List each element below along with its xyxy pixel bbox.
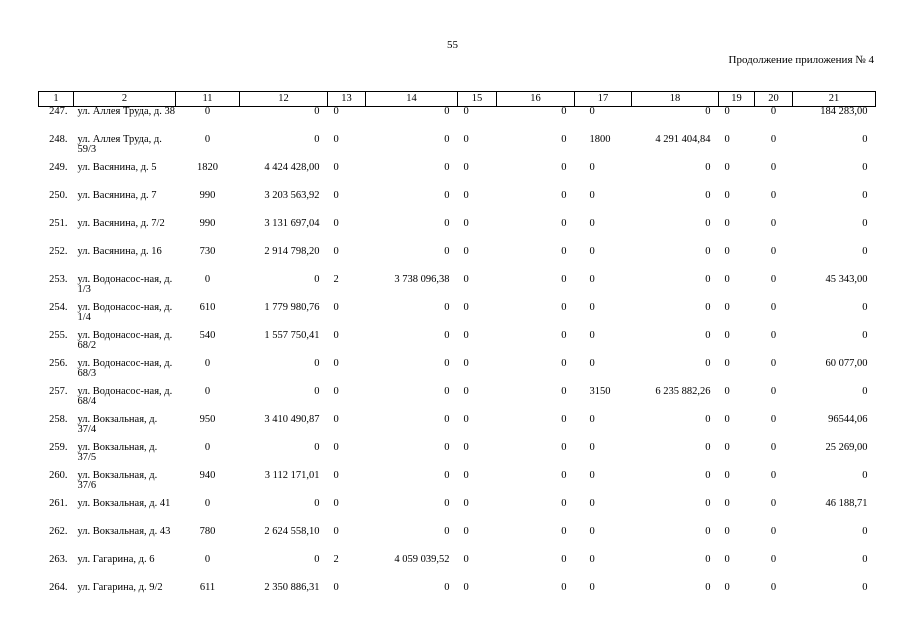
table-row (39, 387, 876, 415)
appendix-continuation-label: Продолжение приложения № 4 (728, 54, 874, 66)
cell-col-16: 0 (561, 582, 567, 593)
cell-col-16: 0 (561, 106, 567, 117)
cell-col-19: 0 (724, 218, 730, 229)
cell-col-14: 3 738 096,38 (394, 274, 450, 285)
cell-col-21: 0 (862, 162, 868, 173)
column-header-11: 11 (176, 92, 240, 107)
cell-col-17: 0 (589, 330, 595, 341)
cell-col-13: 2 (333, 554, 339, 565)
cell-col-21: 0 (862, 246, 868, 257)
cell-col-18: 0 (705, 190, 711, 201)
cell-col-19: 0 (724, 302, 730, 313)
cell-col-11: 540 (199, 330, 216, 341)
cell-col-20: 0 (770, 330, 777, 341)
cell-col-21: 184 283,00 (820, 106, 868, 117)
cell-col-17: 0 (589, 302, 595, 313)
cell-col-17: 0 (589, 106, 595, 117)
cell-col-12: 0 (314, 442, 320, 453)
cell-col-18: 0 (705, 274, 711, 285)
column-header-15: 15 (458, 92, 497, 107)
cell-col-17: 0 (589, 582, 595, 593)
cell-col-16: 0 (561, 274, 567, 285)
cell-col-20: 0 (770, 414, 777, 425)
cell-col-21: 96544,06 (828, 414, 868, 425)
cell-col-14: 0 (444, 162, 450, 173)
cell-address: ул. Вокзальная, д. 37/5 (77, 442, 158, 463)
cell-address: ул. Васянина, д. 7/2 (77, 218, 165, 229)
cell-row-number: 258. (49, 414, 68, 425)
table-row (39, 527, 876, 555)
cell-address: ул. Водонасос-ная, д. 1/3 (77, 274, 173, 295)
cell-col-20: 0 (770, 302, 777, 313)
cell-col-20: 0 (770, 582, 777, 593)
table-row (39, 443, 876, 471)
cell-col-18: 4 291 404,84 (655, 134, 711, 145)
cell-col-17: 1800 (589, 134, 611, 145)
cell-col-15: 0 (463, 358, 469, 369)
cell-col-20: 0 (770, 442, 777, 453)
cell-col-20: 0 (770, 526, 777, 537)
cell-col-15: 0 (463, 218, 469, 229)
cell-col-13: 0 (333, 162, 339, 173)
table-row (39, 303, 876, 331)
table-body (39, 107, 876, 610)
table-row (39, 107, 876, 136)
cell-row-number: 263. (49, 554, 68, 565)
cell-col-13: 0 (333, 134, 339, 145)
cell-address: ул. Вокзальная, д. 41 (77, 498, 171, 509)
table-row (39, 555, 876, 583)
cell-col-14: 0 (444, 498, 450, 509)
cell-col-16: 0 (561, 442, 567, 453)
column-header-13: 13 (328, 92, 366, 107)
cell-col-15: 0 (463, 190, 469, 201)
cell-col-12: 2 350 886,31 (264, 582, 320, 593)
cell-col-16: 0 (561, 526, 567, 537)
column-header-17: 17 (575, 92, 632, 107)
table-row (39, 247, 876, 275)
cell-row-number: 247. (49, 106, 68, 117)
cell-col-14: 0 (444, 358, 450, 369)
column-header-18: 18 (632, 92, 719, 107)
cell-col-13: 0 (333, 498, 339, 509)
cell-col-13: 0 (333, 190, 339, 201)
cell-col-16: 0 (561, 302, 567, 313)
page-number: 55 (447, 39, 458, 51)
cell-col-21: 25 269,00 (825, 442, 868, 453)
cell-col-19: 0 (724, 582, 730, 593)
cell-col-16: 0 (561, 190, 567, 201)
cell-col-15: 0 (463, 498, 469, 509)
cell-col-14: 0 (444, 134, 450, 145)
cell-col-21: 46 188,71 (825, 498, 868, 509)
cell-col-12: 0 (314, 498, 320, 509)
cell-col-14: 0 (444, 302, 450, 313)
cell-address: ул. Водонасос-ная, д. 1/4 (77, 302, 173, 323)
cell-col-16: 0 (561, 162, 567, 173)
cell-col-15: 0 (463, 554, 469, 565)
cell-col-15: 0 (463, 302, 469, 313)
cell-col-18: 0 (705, 414, 711, 425)
cell-col-15: 0 (463, 386, 469, 397)
cell-col-12: 0 (314, 386, 320, 397)
cell-row-number: 250. (49, 190, 68, 201)
column-header-12: 12 (240, 92, 328, 107)
cell-address: ул. Вокзальная, д. 43 (77, 526, 171, 537)
column-header-16: 16 (497, 92, 575, 107)
cell-col-11: 0 (204, 498, 211, 509)
cell-row-number: 249. (49, 162, 68, 173)
cell-col-20: 0 (770, 470, 777, 481)
cell-col-14: 0 (444, 470, 450, 481)
cell-col-17: 0 (589, 498, 595, 509)
cell-col-13: 0 (333, 302, 339, 313)
cell-col-17: 0 (589, 218, 595, 229)
cell-col-19: 0 (724, 106, 730, 117)
cell-col-19: 0 (724, 554, 730, 565)
header-row (39, 92, 876, 107)
cell-col-17: 0 (589, 442, 595, 453)
cell-row-number: 254. (49, 302, 68, 313)
cell-col-15: 0 (463, 274, 469, 285)
cell-col-14: 0 (444, 526, 450, 537)
cell-col-11: 990 (199, 218, 216, 229)
cell-col-12: 1 779 980,76 (264, 302, 320, 313)
data-table (38, 91, 876, 609)
cell-col-13: 0 (333, 526, 339, 537)
cell-col-21: 60 077,00 (825, 358, 868, 369)
column-header-2: 2 (74, 92, 176, 107)
cell-address: ул. Водонасос-ная, д. 68/2 (77, 330, 173, 351)
table-row (39, 275, 876, 303)
column-header-21: 21 (793, 92, 876, 107)
table-row (39, 219, 876, 247)
cell-col-16: 0 (561, 330, 567, 341)
cell-col-21: 0 (862, 330, 868, 341)
cell-col-17: 0 (589, 554, 595, 565)
cell-col-13: 0 (333, 386, 339, 397)
cell-col-18: 0 (705, 162, 711, 173)
cell-col-18: 0 (705, 106, 711, 117)
cell-row-number: 257. (49, 386, 68, 397)
cell-address: ул. Аллея Труда, д. 59/3 (77, 134, 162, 155)
cell-col-21: 0 (862, 470, 868, 481)
cell-col-14: 4 059 039,52 (394, 554, 450, 565)
cell-col-15: 0 (463, 470, 469, 481)
cell-col-21: 0 (862, 302, 868, 313)
cell-col-17: 0 (589, 162, 595, 173)
cell-col-16: 0 (561, 414, 567, 425)
cell-col-14: 0 (444, 246, 450, 257)
cell-col-16: 0 (561, 554, 567, 565)
cell-col-16: 0 (561, 358, 567, 369)
cell-col-21: 0 (862, 526, 868, 537)
cell-address: ул. Водонасос-ная, д. 68/3 (77, 358, 173, 379)
cell-col-18: 0 (705, 358, 711, 369)
cell-col-12: 1 557 750,41 (264, 330, 320, 341)
cell-col-17: 0 (589, 470, 595, 481)
table-row (39, 583, 876, 609)
table-row (39, 415, 876, 443)
cell-col-15: 0 (463, 134, 469, 145)
cell-col-16: 0 (561, 386, 567, 397)
cell-row-number: 252. (49, 246, 68, 257)
cell-col-12: 2 914 798,20 (264, 246, 320, 257)
cell-row-number: 255. (49, 330, 68, 341)
cell-col-15: 0 (463, 330, 469, 341)
cell-col-17: 0 (589, 414, 595, 425)
cell-col-11: 990 (199, 190, 216, 201)
cell-col-11: 611 (199, 582, 216, 593)
cell-row-number: 248. (49, 134, 68, 145)
cell-col-13: 0 (333, 106, 339, 117)
table-row (39, 135, 876, 163)
cell-col-16: 0 (561, 134, 567, 145)
cell-col-18: 0 (705, 526, 711, 537)
cell-address: ул. Вокзальная, д. 37/6 (77, 470, 158, 491)
cell-col-14: 0 (444, 442, 450, 453)
cell-col-21: 0 (862, 190, 868, 201)
cell-col-14: 0 (444, 218, 450, 229)
cell-col-12: 0 (314, 274, 320, 285)
table-row (39, 471, 876, 499)
cell-col-21: 0 (862, 554, 868, 565)
cell-col-18: 0 (705, 498, 711, 509)
cell-col-12: 2 624 558,10 (264, 526, 320, 537)
cell-col-19: 0 (724, 330, 730, 341)
cell-col-21: 0 (862, 582, 868, 593)
cell-col-16: 0 (561, 470, 567, 481)
cell-col-17: 0 (589, 190, 595, 201)
cell-col-13: 0 (333, 414, 339, 425)
cell-col-12: 0 (314, 106, 320, 117)
cell-col-20: 0 (770, 106, 777, 117)
cell-col-19: 0 (724, 442, 730, 453)
cell-col-12: 3 112 171,01 (264, 470, 320, 481)
cell-col-14: 0 (444, 582, 450, 593)
cell-col-13: 0 (333, 218, 339, 229)
table-row (39, 163, 876, 191)
cell-address: ул. Гагарина, д. 9/2 (77, 582, 163, 593)
cell-row-number: 261. (49, 498, 68, 509)
column-header-19: 19 (719, 92, 755, 107)
cell-col-18: 0 (705, 582, 711, 593)
cell-address: ул. Гагарина, д. 6 (77, 554, 155, 565)
cell-col-11: 950 (199, 414, 216, 425)
cell-col-11: 610 (199, 302, 216, 313)
cell-col-20: 0 (770, 386, 777, 397)
cell-col-19: 0 (724, 358, 730, 369)
cell-col-11: 0 (204, 134, 211, 145)
column-header-20: 20 (755, 92, 793, 107)
cell-col-15: 0 (463, 526, 469, 537)
cell-col-14: 0 (444, 414, 450, 425)
column-header-14: 14 (366, 92, 458, 107)
cell-col-20: 0 (770, 134, 777, 145)
table-row (39, 331, 876, 359)
cell-col-19: 0 (724, 526, 730, 537)
cell-col-20: 0 (770, 358, 777, 369)
cell-row-number: 262. (49, 526, 68, 537)
cell-col-12: 3 131 697,04 (264, 218, 320, 229)
cell-col-19: 0 (724, 386, 730, 397)
cell-col-15: 0 (463, 246, 469, 257)
cell-row-number: 251. (49, 218, 68, 229)
cell-col-11: 0 (204, 106, 211, 117)
cell-col-13: 0 (333, 330, 339, 341)
cell-col-15: 0 (463, 442, 469, 453)
cell-col-16: 0 (561, 246, 567, 257)
cell-col-11: 0 (204, 358, 211, 369)
cell-col-12: 0 (314, 358, 320, 369)
cell-col-18: 0 (705, 246, 711, 257)
cell-col-18: 0 (705, 330, 711, 341)
cell-col-14: 0 (444, 106, 450, 117)
cell-col-13: 0 (333, 442, 339, 453)
cell-address: ул. Васянина, д. 5 (77, 162, 157, 173)
cell-col-21: 45 343,00 (825, 274, 868, 285)
cell-col-18: 6 235 882,26 (655, 386, 711, 397)
cell-col-17: 0 (589, 358, 595, 369)
cell-col-11: 940 (199, 470, 216, 481)
cell-col-11: 1820 (197, 162, 218, 173)
table-header (39, 92, 876, 107)
cell-col-17: 0 (589, 246, 595, 257)
cell-col-19: 0 (724, 162, 730, 173)
cell-col-15: 0 (463, 162, 469, 173)
cell-col-21: 0 (862, 134, 868, 145)
cell-col-11: 730 (199, 246, 216, 257)
cell-row-number: 264. (49, 582, 68, 593)
cell-col-12: 0 (314, 554, 320, 565)
cell-col-19: 0 (724, 498, 730, 509)
cell-col-21: 0 (862, 386, 868, 397)
cell-col-12: 0 (314, 134, 320, 145)
cell-col-12: 4 424 428,00 (264, 162, 320, 173)
cell-col-20: 0 (770, 498, 777, 509)
cell-col-19: 0 (724, 134, 730, 145)
table-row (39, 499, 876, 527)
cell-address: ул. Вокзальная, д. 37/4 (77, 414, 158, 435)
cell-col-11: 780 (199, 526, 216, 537)
cell-col-13: 0 (333, 358, 339, 369)
cell-col-18: 0 (705, 218, 711, 229)
cell-col-17: 0 (589, 274, 595, 285)
cell-col-20: 0 (770, 218, 777, 229)
cell-row-number: 253. (49, 274, 68, 285)
table-row (39, 191, 876, 219)
cell-col-19: 0 (724, 246, 730, 257)
cell-col-16: 0 (561, 218, 567, 229)
cell-col-17: 0 (589, 526, 595, 537)
cell-col-13: 2 (333, 274, 339, 285)
cell-col-15: 0 (463, 582, 469, 593)
cell-col-18: 0 (705, 302, 711, 313)
cell-col-13: 0 (333, 470, 339, 481)
cell-col-20: 0 (770, 274, 777, 285)
cell-col-20: 0 (770, 162, 777, 173)
cell-col-19: 0 (724, 470, 730, 481)
cell-col-11: 0 (204, 442, 211, 453)
cell-col-20: 0 (770, 246, 777, 257)
cell-address: ул. Васянина, д. 16 (77, 246, 162, 257)
cell-col-16: 0 (561, 498, 567, 509)
cell-col-18: 0 (705, 470, 711, 481)
cell-col-13: 0 (333, 246, 339, 257)
cell-col-11: 0 (204, 386, 211, 397)
cell-col-15: 0 (463, 414, 469, 425)
cell-col-12: 3 410 490,87 (264, 414, 320, 425)
cell-col-20: 0 (770, 554, 777, 565)
cell-col-17: 3150 (589, 386, 611, 397)
cell-col-11: 0 (204, 554, 211, 565)
cell-col-11: 0 (204, 274, 211, 285)
cell-col-14: 0 (444, 190, 450, 201)
cell-col-21: 0 (862, 218, 868, 229)
cell-col-18: 0 (705, 442, 711, 453)
cell-col-19: 0 (724, 190, 730, 201)
cell-row-number: 259. (49, 442, 68, 453)
cell-col-13: 0 (333, 582, 339, 593)
cell-address: ул. Водонасос-ная, д. 68/4 (77, 386, 173, 407)
cell-col-14: 0 (444, 386, 450, 397)
cell-col-18: 0 (705, 554, 711, 565)
cell-col-20: 0 (770, 190, 777, 201)
cell-row-number: 260. (49, 470, 68, 481)
cell-col-14: 0 (444, 330, 450, 341)
cell-col-12: 3 203 563,92 (264, 190, 320, 201)
cell-address: ул. Васянина, д. 7 (77, 190, 157, 201)
table-row (39, 359, 876, 387)
cell-col-19: 0 (724, 414, 730, 425)
cell-col-19: 0 (724, 274, 730, 285)
cell-address: ул. Аллея Труда, д. 38 (77, 106, 176, 117)
column-header-1: 1 (39, 92, 74, 107)
cell-col-15: 0 (463, 106, 469, 117)
cell-row-number: 256. (49, 358, 68, 369)
